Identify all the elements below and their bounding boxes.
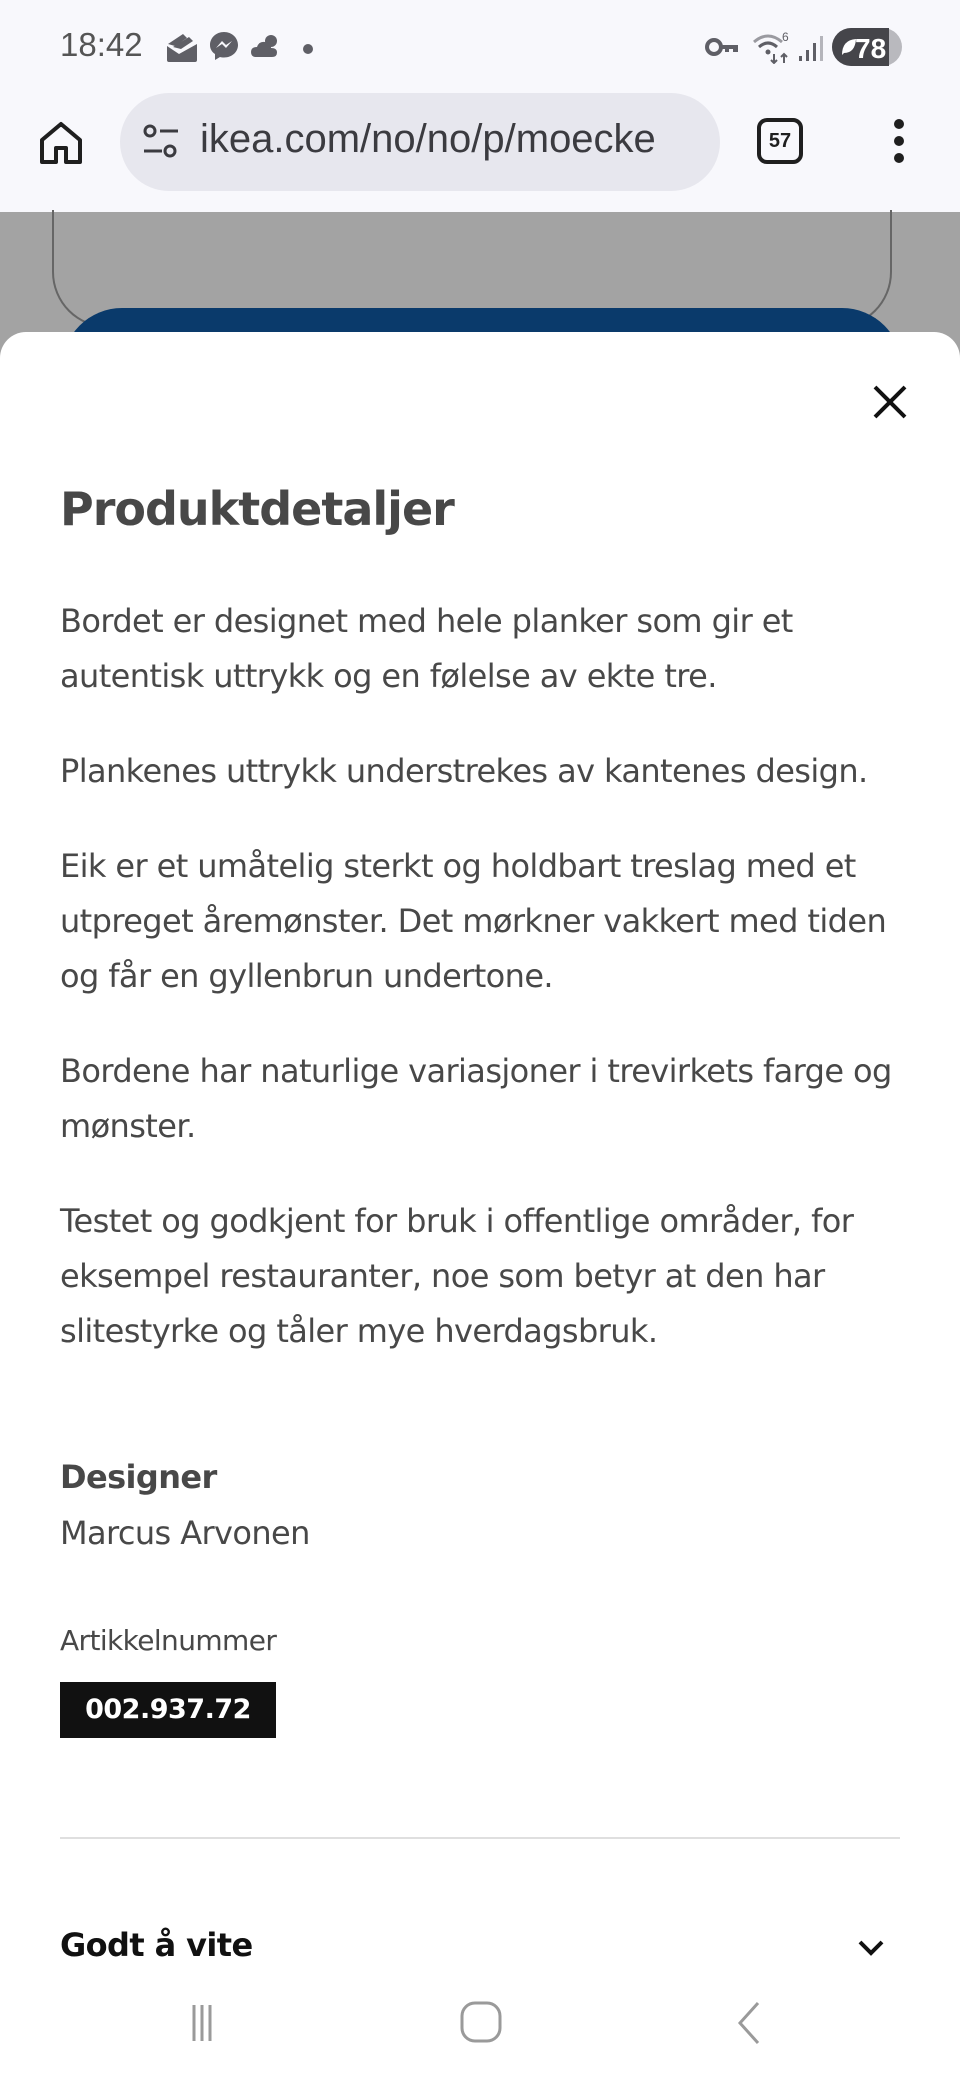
- article-number-label: Artikkelnummer: [60, 1624, 277, 1657]
- status-bar: [0, 0, 960, 90]
- tab-switcher-button[interactable]: [757, 118, 803, 164]
- product-description: [60, 594, 910, 1399]
- status-time: 18:42: [60, 26, 143, 63]
- accordion-label: Godt å vite: [60, 1926, 253, 1964]
- signal-icon: [798, 34, 826, 66]
- notification-dot-icon: [302, 40, 314, 59]
- description-paragraph: Bordet er designet med hele planker som gir et autentisk uttrykk og en følelse av ekte tre.: [60, 602, 793, 695]
- url-bar[interactable]: [120, 93, 720, 191]
- wallet-icon: [165, 30, 199, 68]
- battery-icon: [832, 28, 902, 70]
- page-title: Produktdetaljer: [60, 482, 454, 536]
- weather-partly-sunny-icon: [250, 30, 282, 64]
- messenger-icon: [208, 30, 240, 66]
- home-icon[interactable]: [440, 1993, 520, 2053]
- svg-text:6: 6: [782, 30, 789, 44]
- close-icon[interactable]: [870, 382, 910, 422]
- chevron-down-icon[interactable]: [856, 1938, 886, 1962]
- more-vert-icon[interactable]: [888, 118, 910, 168]
- tab-count: 57: [768, 130, 792, 152]
- designer-label: Designer: [60, 1458, 217, 1496]
- wifi-6-icon: [752, 30, 794, 68]
- svg-text:78: 78: [855, 33, 887, 64]
- home-icon[interactable]: [38, 120, 84, 170]
- article-number-badge: 002.937.72: [60, 1682, 276, 1738]
- recent-apps-icon[interactable]: [172, 1993, 252, 2053]
- description-paragraph: Testet og godkjent for bruk i offentlige områder, for eksempel restauranter, noe som betyr at den har slitestyrke og tåler mye hverdagsbruk.: [60, 1202, 854, 1350]
- product-details-sheet: [0, 332, 960, 2080]
- accordion-good-to-know[interactable]: [60, 1926, 900, 1976]
- description-paragraph: Bordene har naturlige variasjoner i trevirkets farge og mønster.: [60, 1052, 892, 1145]
- vpn-key-icon: [705, 36, 739, 62]
- back-icon[interactable]: [718, 1993, 798, 2053]
- browser-toolbar: [0, 90, 960, 214]
- tune-icon[interactable]: [140, 121, 182, 167]
- url-text[interactable]: ikea.com/no/no/p/moecke: [200, 117, 656, 161]
- system-navigation-bar: [0, 1975, 960, 2080]
- divider: [60, 1837, 900, 1839]
- description-paragraph: Plankenes uttrykk understrekes av kantenes design.: [60, 752, 868, 790]
- designer-name: Marcus Arvonen: [60, 1514, 310, 1552]
- description-paragraph: Eik er et umåtelig sterkt og holdbart treslag med et utpreget åremønster. Det mørkner vakkert med tiden og får en gyllenbrun undertone.: [60, 847, 887, 995]
